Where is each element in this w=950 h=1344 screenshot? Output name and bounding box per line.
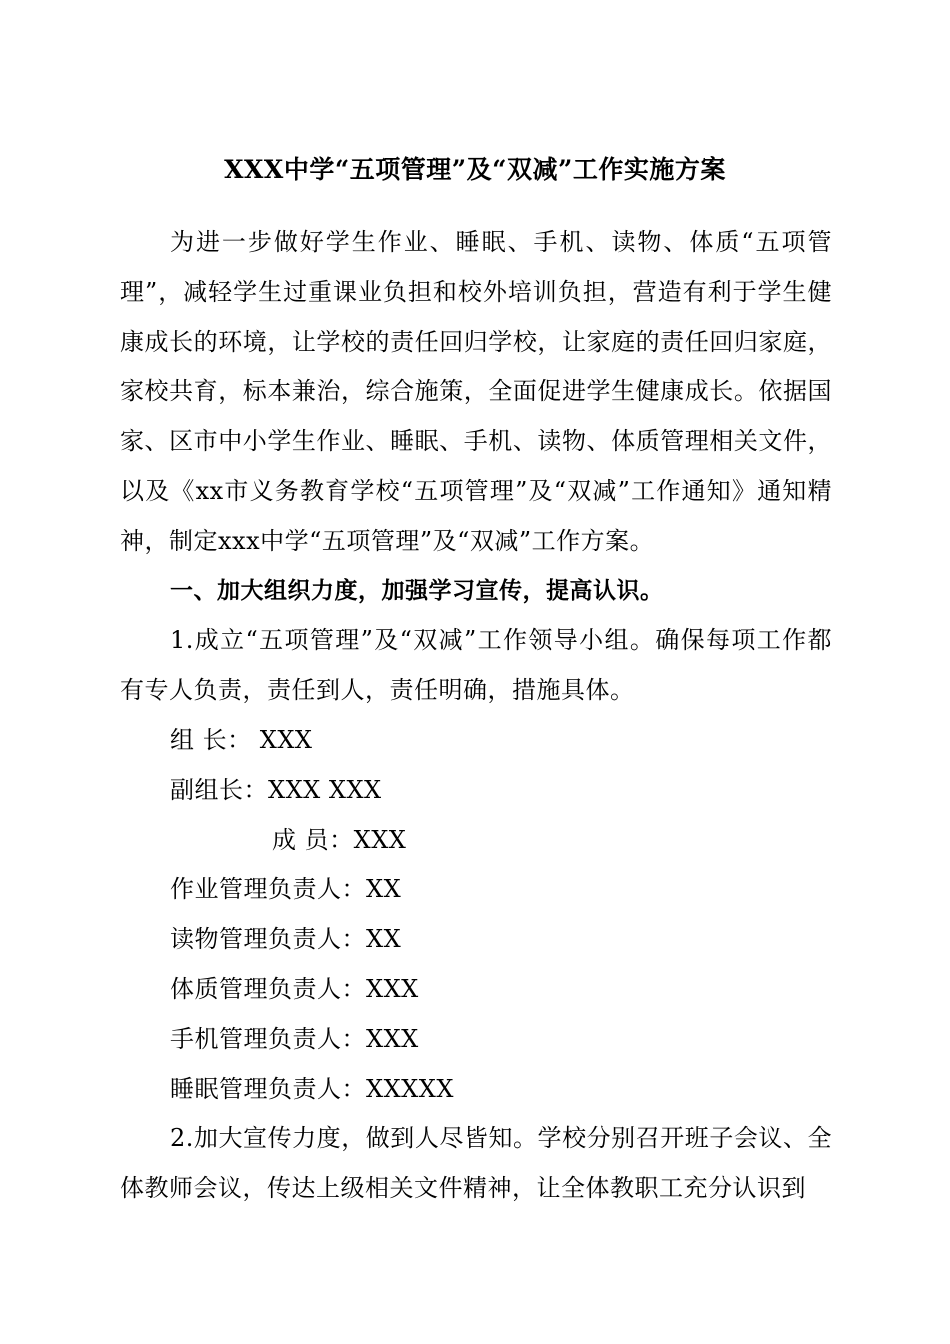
member-sleep: 睡眠管理负责人：XXXXX bbox=[170, 1074, 454, 1103]
member-reading: 读物管理负责人：XX bbox=[170, 925, 402, 954]
document-title: XXX中学“五项管理”及“双减”工作实施方案 bbox=[224, 155, 726, 184]
section-heading: 一、加大组织力度，加强学习宣传，提高认识。 bbox=[170, 577, 664, 604]
member-homework: 作业管理负责人：XX bbox=[170, 875, 402, 904]
item-1-paragraph: 1.成立“五项管理”及“双减”工作领导小组。确保每项工作都有专人负责，责任到人，责任明确，措施具体。 bbox=[120, 626, 832, 705]
intro-paragraph: 为进一步做好学生作业、睡眠、手机、读物、体质“五项管理”，减轻学生过重课业负担和校外培训负担，营造有利于学生健康成长的环境，让学校的责任回归学校，让家庭的责任回归家庭，家校共育，标本兼治，综合施策，全面促进学生健康成长。依据国家、区市中小学生作业、睡眠、手机、读物、体质管理相关文件，以及《xx市义务教育学校“五项管理”及“双减”工作通知》通知精神，制定xxx中学“五项管理”及“双减”工作方案。 bbox=[120, 228, 832, 555]
member-deputy-leader: 副组长：XXX XXX bbox=[170, 775, 382, 804]
member-physical: 体质管理负责人：XXX bbox=[170, 974, 419, 1003]
document-body bbox=[120, 218, 832, 1214]
member-phone: 手机管理负责人：XXX bbox=[170, 1024, 419, 1053]
item-2-paragraph: 2.加大宣传力度，做到人尽皆知。学校分别召开班子会议、全体教师会议，传达上级相关文件精神，让全体教职工充分认识到 bbox=[120, 1124, 832, 1203]
member-members: 成 员：XXX bbox=[272, 825, 407, 854]
member-leader: 组 长： XXX bbox=[170, 725, 313, 754]
